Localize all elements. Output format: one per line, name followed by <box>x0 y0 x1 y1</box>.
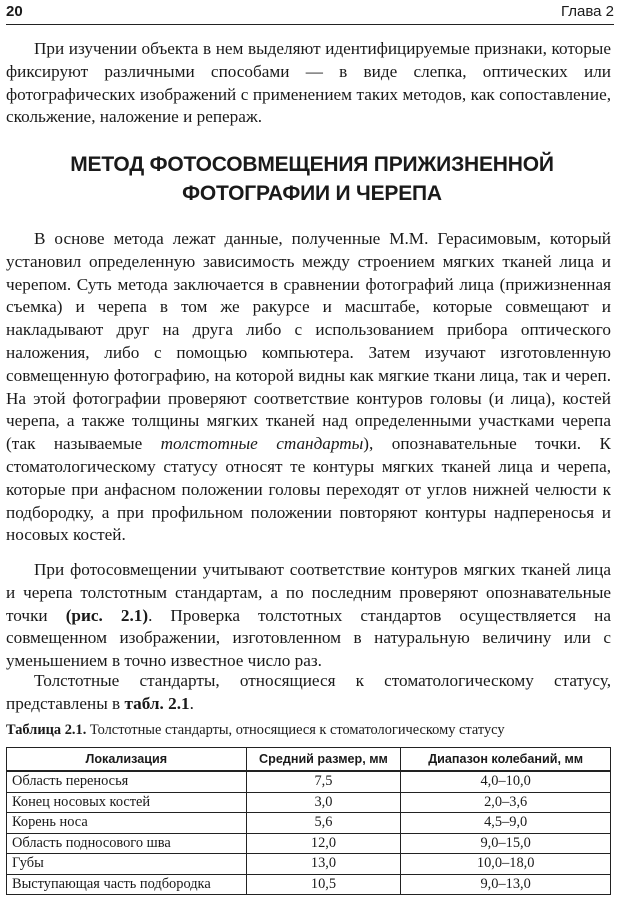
chapter-label: Глава 2 <box>560 3 614 20</box>
table-caption <box>6 721 611 739</box>
cell-average: 5,6 <box>246 813 401 834</box>
table-row <box>7 813 611 834</box>
cell-average: 13,0 <box>246 854 401 875</box>
cell-average: 3,0 <box>246 792 401 813</box>
cell-average: 12,0 <box>246 833 401 854</box>
cell-range: 4,5–9,0 <box>401 813 611 834</box>
cell-range: 4,0–10,0 <box>401 771 611 792</box>
cell-location: Область переносья <box>7 771 247 792</box>
table-caption-label: Таблица 2.1. <box>6 722 87 738</box>
standards-text-1: Толстотные стандарты, относящиеся к стоматологическому статусу, представлены в <box>6 671 611 713</box>
cell-average: 7,5 <box>246 771 401 792</box>
table-reference: табл. 2.1 <box>124 693 190 713</box>
section-title <box>0 150 624 208</box>
superimposition-paragraph <box>6 559 611 673</box>
standards-paragraph <box>6 670 611 716</box>
standards-text-2: . <box>189 693 194 713</box>
table-row <box>7 854 611 875</box>
page-header <box>6 2 614 25</box>
cell-range: 9,0–13,0 <box>401 874 611 895</box>
superimposition-text-2: . Проверка толстотных стандартов осуществляется на совмещенном изображении, изготовленном в натуральную величину или с уменьшением в точно известное число раз. <box>6 605 611 671</box>
column-header-average-size: Средний размер, мм <box>246 748 401 772</box>
column-header-range: Диапазон колебаний, мм <box>401 748 611 772</box>
cell-range: 2,0–3,6 <box>401 792 611 813</box>
figure-reference: (рис. 2.1) <box>65 605 149 625</box>
cell-average: 10,5 <box>246 874 401 895</box>
method-paragraph <box>6 228 611 547</box>
cell-location: Губы <box>7 854 247 875</box>
table-row <box>7 771 611 792</box>
table-row <box>7 833 611 854</box>
cell-location: Выступающая часть подбородка <box>7 874 247 895</box>
page-number: 20 <box>6 3 23 20</box>
section-title-line-1: МЕТОД ФОТОСОВМЕЩЕНИЯ ПРИЖИЗНЕННОЙ <box>70 153 554 176</box>
cell-location: Область подносового шва <box>7 833 247 854</box>
table-header-row <box>7 748 611 772</box>
table-caption-text: Толстотные стандарты, относящиеся к стоматологическому статусу <box>86 722 505 738</box>
section-title-line-2: ФОТОГРАФИИ И ЧЕРЕПА <box>182 182 442 205</box>
cell-range: 9,0–15,0 <box>401 833 611 854</box>
cell-range: 10,0–18,0 <box>401 854 611 875</box>
table-row <box>7 792 611 813</box>
intro-paragraph: При изучении объекта в нем выделяют идентифицируемые признаки, которые фиксируют различными способами — в виде слепка, оптических или фотографических изображений с применением таких методов, как сопоставление, скольжение, наложение и репераж. <box>6 39 611 127</box>
thickness-standards-table <box>6 747 611 895</box>
method-text-1: В основе метода лежат данные, полученные М.М. Герасимовым, который установил определенную зависимость между строением мягких тканей лица и черепом. Суть метода заключается в сравнении фотографий лица (прижизненная съемка) и черепа в том же ракурсе и масштабе, которые совмещают и накладывают друг на друга либо с использованием прибора оптического наложения, либо с помощью компьютера. Затем изучают изготовленную совмещенную фотографию, на которой видны как мягкие ткани лица, так и череп. На этой фотографии проверяют соответствие контуров головы (и лица), костей черепа, а также толщины мягких тканей над определенными участками черепа (так называемые <box>6 229 611 454</box>
cell-location: Конец носовых костей <box>7 792 247 813</box>
column-header-location: Локализация <box>7 748 247 772</box>
thickness-standards-term: толстотные стандарты <box>160 434 364 454</box>
table-row <box>7 874 611 895</box>
superimposition-text-1: При фотосовмещении учитывают соответствие контуров мягких тканей лица и черепа толстотным стандартам, а по последним проверяют опознавательные точки <box>6 560 611 625</box>
cell-location: Корень носа <box>7 813 247 834</box>
method-text-2: ), опознавательные точки. К стоматологическому статусу относят те контуры мягких тканей лица и черепа, которые при анфасном положении головы переходят от углов нижней челюсти к подбородку, а при профильном положении повторяют контуры надпереносья и носовых костей. <box>6 434 611 545</box>
